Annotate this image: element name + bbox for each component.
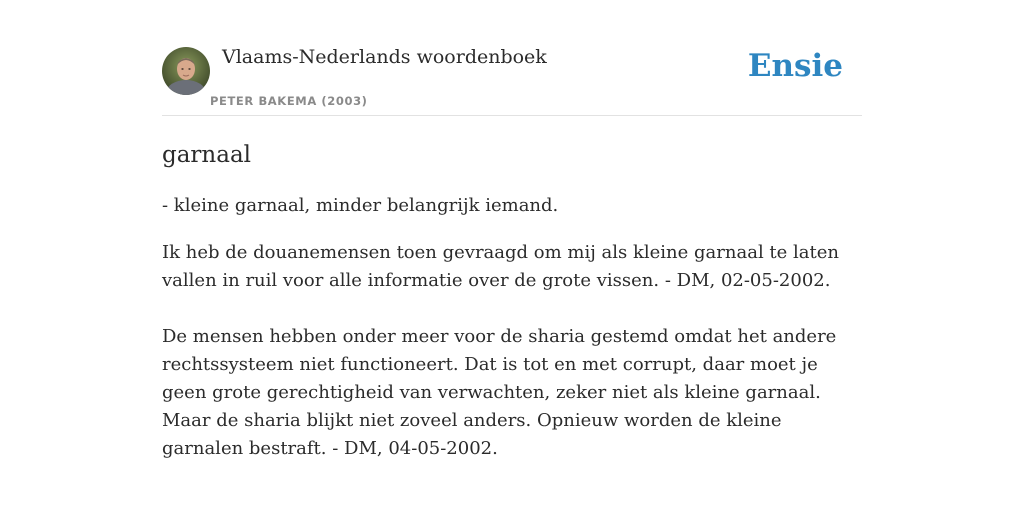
- entry-card: [162, 44, 862, 463]
- entry-header: [162, 44, 862, 116]
- example-sentence: De mensen hebben onder meer voor de sharia gestemd omdat het andere rechtssysteem niet functioneert. Dat is tot en met corrupt, daar moet je geen grote gerechtigheid van verwachten, zeker niet als kleine garnaal. Maar de sharia blijkt niet zoveel anders. Opnieuw worden de kleine garnalen bestraft. - DM, 04-05-2002.: [162, 326, 837, 459]
- example-sentence: Ik heb de douanemensen toen gevraagd om mij als kleine garnaal te laten vallen in ruil voor alle informatie over de grote vissen. - DM, 02-05-2002.: [162, 242, 839, 291]
- author-name[interactable]: PETER BAKEMA (2003): [210, 94, 368, 108]
- entry-definition: - kleine garnaal, minder belangrijk iemand.: [162, 195, 559, 216]
- dictionary-title[interactable]: Vlaams-Nederlands woordenboek: [222, 46, 547, 68]
- author-avatar-icon[interactable]: [162, 47, 210, 95]
- brand-logo[interactable]: Ensie: [747, 48, 843, 84]
- entry-word: garnaal: [162, 142, 252, 168]
